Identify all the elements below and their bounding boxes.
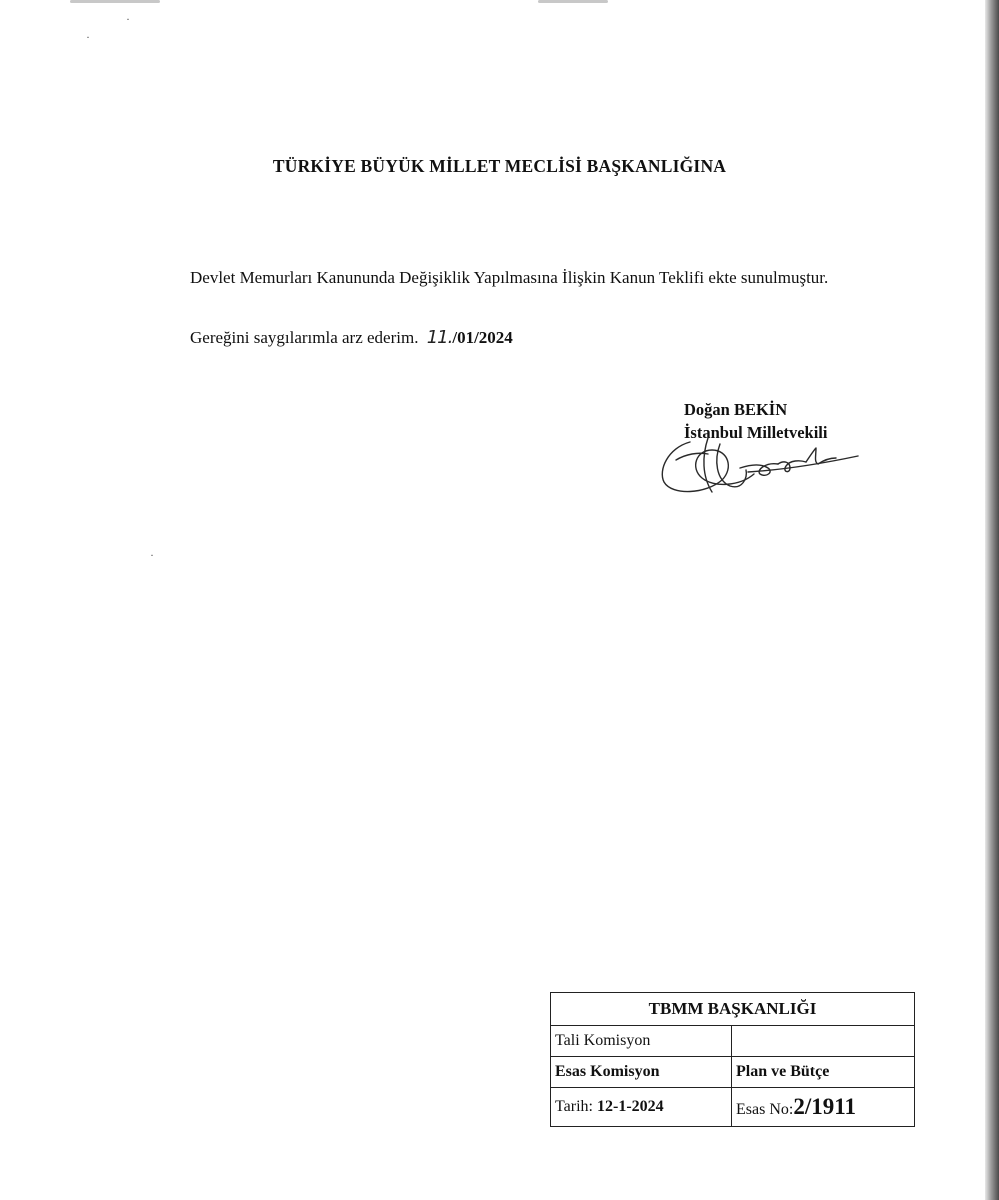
printed-date: /01/2024 [452,328,513,347]
date-value: 12-1-2024 [596,1098,664,1115]
handwritten-signature [650,420,865,505]
stray-scan-mark: · [126,12,130,26]
top-edge-smudge [538,0,608,3]
body-paragraph [131,265,865,290]
document-heading: TÜRKİYE BÜYÜK MİLLET MECLİSİ BAŞKANLIĞINA [272,156,727,176]
stray-scan-mark: · [86,30,90,44]
esas-no-cell [732,1088,915,1127]
scan-edge-shadow [985,0,999,1200]
stray-scan-mark: · [150,548,154,562]
signer-title: İstanbul Milletvekili [684,423,828,442]
esas-no-value: 2/1911 [793,1094,856,1119]
registry-stamp-box [550,992,915,1127]
main-committee-value: Plan ve Bütçe [732,1057,915,1088]
sub-committee-value [732,1026,915,1057]
date-label: Tarih: [555,1098,593,1115]
closing-line [190,326,513,350]
registry-title: TBMM BAŞKANLIĞI [551,993,915,1026]
handwritten-date-day: 11. [426,327,453,348]
esas-no-label: Esas No: [736,1101,794,1118]
sub-committee-label: Tali Komisyon [551,1026,732,1057]
top-edge-smudge [70,0,160,3]
closing-text: Gereğini saygılarımla arz ederim. [190,328,419,347]
signer-name: Doğan BEKİN [684,400,788,419]
main-committee-label: Esas Komisyon [551,1057,732,1088]
body-text: Devlet Memurları Kanununda Değişiklik Yapılmasına İlişkin Kanun Teklifi ekte sunulmuştur. [190,268,829,287]
date-cell [551,1088,732,1127]
